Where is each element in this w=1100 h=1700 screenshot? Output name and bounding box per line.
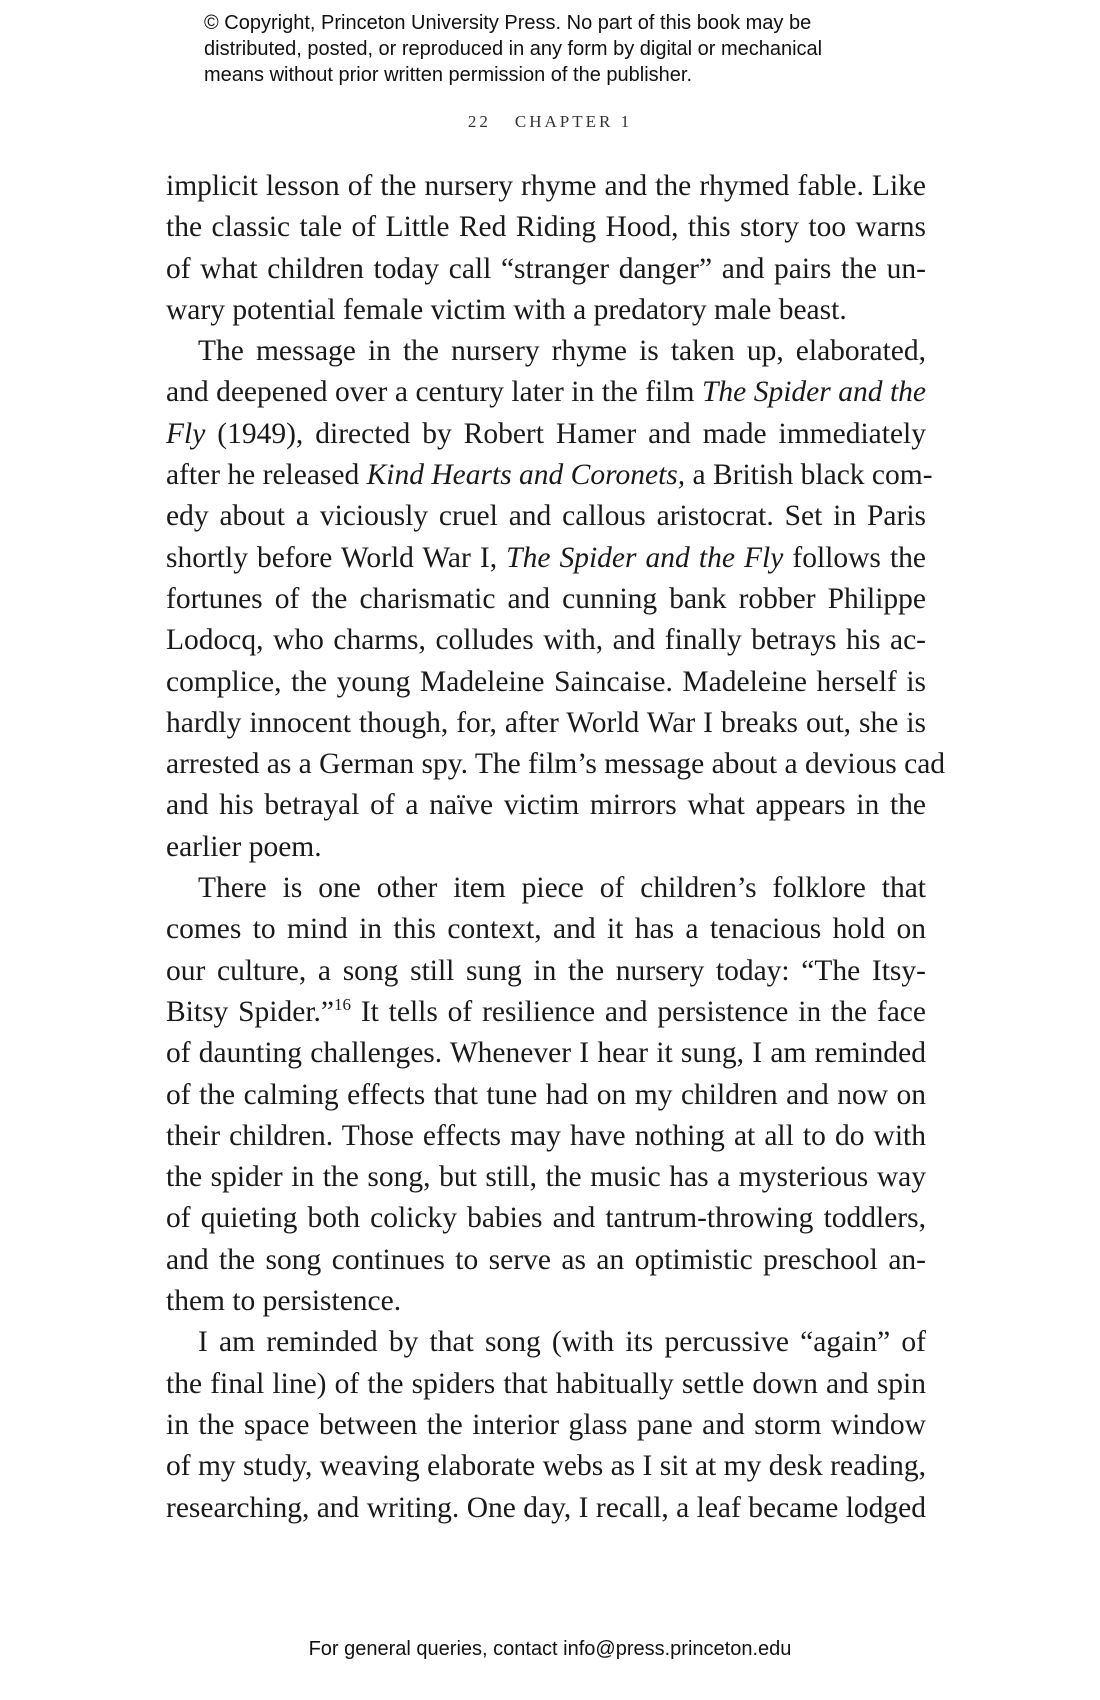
text-line bbox=[166, 249, 926, 290]
text-segment: and the song continues to serve as an optimistic preschool an- bbox=[166, 1243, 926, 1276]
text-line bbox=[166, 496, 926, 537]
italic-title: The Spider and the bbox=[701, 376, 926, 409]
text-line bbox=[166, 166, 926, 207]
text-segment: follows the bbox=[783, 541, 926, 574]
text-line bbox=[166, 827, 926, 868]
text-segment: of my study, weaving elaborate webs as I sit at my desk reading, bbox=[166, 1450, 926, 1483]
text-line bbox=[166, 951, 926, 992]
text-segment: edy about a viciously cruel and callous aristocrat. Set in Paris bbox=[166, 500, 926, 533]
text-segment: shortly before World War I, bbox=[166, 541, 507, 574]
text-line bbox=[166, 207, 926, 248]
text-segment: hardly innocent though, for, after World War I breaks out, she is bbox=[166, 706, 926, 739]
copyright-notice bbox=[204, 10, 822, 88]
text-line bbox=[166, 1116, 926, 1157]
body-text bbox=[166, 166, 946, 1529]
text-segment: Bitsy Spider.” bbox=[166, 995, 334, 1028]
text-line bbox=[166, 1075, 926, 1116]
text-line bbox=[166, 1364, 926, 1405]
text-line bbox=[166, 1446, 926, 1487]
text-segment: and deepened over a century later in the film bbox=[166, 376, 702, 409]
italic-title: Kind Hearts and Coronets, bbox=[366, 459, 686, 492]
text-segment: their children. Those effects may have nothing at all to do with bbox=[166, 1119, 926, 1152]
text-line bbox=[166, 744, 946, 785]
copyright-line: means without prior written permission of the publisher. bbox=[204, 64, 693, 86]
text-line bbox=[166, 331, 926, 372]
text-segment: in the space between the interior glass pane and storm window bbox=[166, 1408, 926, 1441]
text-line bbox=[166, 1240, 926, 1281]
text-segment: researching, and writing. One day, I recall, a leaf became lodged bbox=[166, 1491, 926, 1524]
text-segment: complice, the young Madeleine Saincaise. Madeleine herself is bbox=[166, 665, 926, 698]
text-line bbox=[166, 868, 926, 909]
text-segment: the classic tale of Little Red Riding Hood, this story too warns bbox=[166, 211, 926, 244]
text-segment: them to persistence. bbox=[166, 1285, 402, 1318]
footer-contact: For general queries, contact info@press.princeton.edu bbox=[308, 1638, 792, 1660]
text-line bbox=[166, 372, 926, 413]
text-segment: of the calming effects that tune had on my children and now on bbox=[166, 1078, 926, 1111]
text-line bbox=[166, 290, 926, 331]
text-segment: I am reminded by that song (with its percussive “again” of bbox=[198, 1326, 926, 1359]
text-segment: of daunting challenges. Whenever I hear it sung, I am reminded bbox=[166, 1037, 926, 1070]
text-line bbox=[166, 662, 926, 703]
text-segment: There is one other item piece of children’s folklore that bbox=[198, 872, 926, 905]
text-line bbox=[166, 538, 926, 579]
running-head bbox=[0, 112, 1100, 132]
copyright-line: © Copyright, Princeton University Press. No part of this book may be bbox=[204, 12, 812, 34]
italic-title: Fly bbox=[166, 417, 206, 450]
text-segment: comes to mind in this context, and it has a tenacious hold on bbox=[166, 913, 926, 946]
text-segment: (1949), directed by Robert Hamer and made immediately bbox=[205, 417, 926, 450]
text-line bbox=[166, 455, 933, 496]
text-segment: after he released bbox=[166, 459, 367, 492]
text-segment: earlier poem. bbox=[166, 830, 322, 863]
text-segment: the final line) of the spiders that habitually settle down and spin bbox=[166, 1367, 926, 1400]
chapter-title: CHAPTER 1 bbox=[514, 112, 633, 131]
text-segment: and his betrayal of a naïve victim mirrors what appears in the bbox=[166, 789, 926, 822]
text-segment: the spider in the song, but still, the music has a mysterious way bbox=[166, 1161, 926, 1194]
text-segment: fortunes of the charismatic and cunning bank robber Philippe bbox=[166, 582, 926, 615]
text-line bbox=[166, 1157, 926, 1198]
text-segment: arrested as a German spy. The film’s message about a devious cad bbox=[166, 748, 946, 781]
copyright-line: distributed, posted, or reproduced in any form by digital or mechanical bbox=[204, 38, 823, 60]
text-segment: of what children today call “stranger danger” and pairs the un- bbox=[166, 252, 926, 285]
italic-title: The Spider and the Fly bbox=[506, 541, 784, 574]
text-segment: of quieting both colicky babies and tantrum-throwing toddlers, bbox=[166, 1202, 926, 1235]
text-line bbox=[166, 1488, 926, 1529]
text-line bbox=[166, 1322, 926, 1363]
text-segment: implicit lesson of the nursery rhyme and the rhymed fable. Like bbox=[166, 170, 926, 202]
text-line bbox=[166, 1281, 926, 1322]
page-number: 22 bbox=[467, 112, 491, 131]
text-line bbox=[166, 909, 926, 950]
text-segment: Lodocq, who charms, colludes with, and finally betrays his ac- bbox=[166, 624, 926, 657]
text-segment: wary potential female victim with a predatory male beast. bbox=[166, 293, 847, 326]
text-line bbox=[166, 1198, 926, 1239]
text-segment: a British black com- bbox=[685, 459, 933, 492]
text-segment: The message in the nursery rhyme is taken up, elaborated, bbox=[198, 335, 926, 368]
text-line bbox=[166, 1033, 926, 1074]
text-line bbox=[166, 579, 926, 620]
text-segment: It tells of resilience and persistence in the face bbox=[351, 995, 926, 1028]
text-line bbox=[166, 1405, 926, 1446]
text-line bbox=[166, 703, 926, 744]
text-line bbox=[166, 620, 926, 661]
footnote-ref: 16 bbox=[334, 995, 351, 1015]
text-segment: our culture, a song still sung in the nursery today: “The Itsy- bbox=[166, 954, 926, 987]
text-line bbox=[166, 785, 926, 826]
text-line bbox=[166, 992, 926, 1033]
text-line bbox=[166, 414, 926, 455]
